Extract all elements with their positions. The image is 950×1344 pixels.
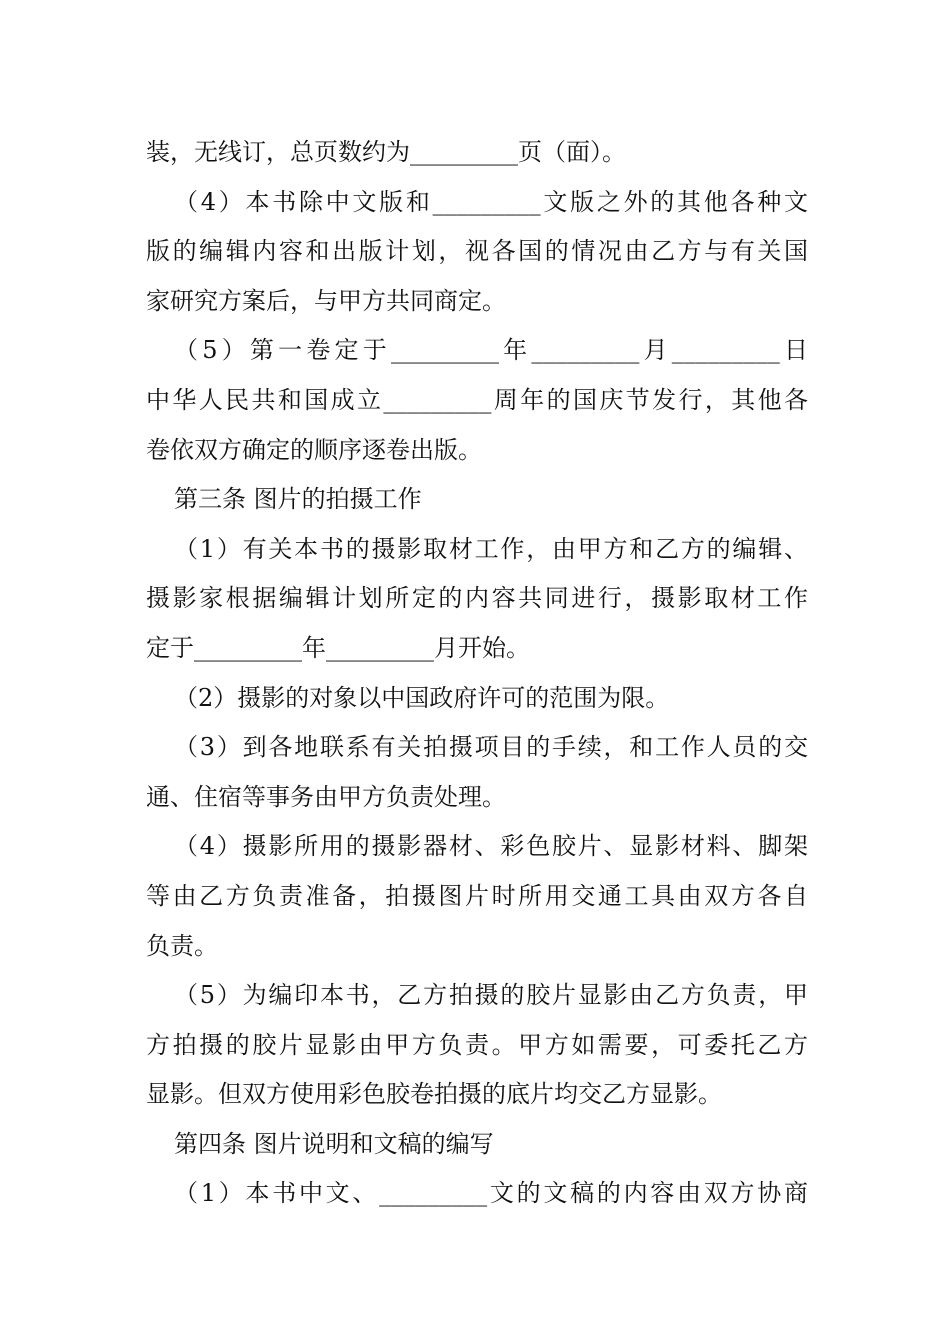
text-line: （5）为编印本书，乙方拍摄的胶片显影由乙方负责，甲 <box>174 981 808 1010</box>
text-line: 中华人民共和国成立_________周年的国庆节发行，其他各 <box>146 385 808 414</box>
text-line: （1）本书中文、_________文的文稿的内容由双方协商 <box>174 1179 808 1208</box>
text-line: 家研究方案后，与甲方共同商定。 <box>146 286 506 315</box>
text-line: （2）摄影的对象以中国政府许可的范围为限。 <box>174 683 670 712</box>
text-line: （4）本书除中文版和_________文版之外的其他各种文 <box>174 187 808 216</box>
text-line: 方拍摄的胶片显影由甲方负责。甲方如需要，可委托乙方 <box>146 1030 808 1059</box>
text-line: （4）摄影所用的摄影器材、彩色胶片、显影材料、脚架 <box>174 832 808 861</box>
section-heading: 第四条 图片说明和文稿的编写 <box>174 1129 494 1158</box>
text-line: 版的编辑内容和出版计划，视各国的情况由乙方与有关国 <box>146 237 808 266</box>
text-line: 摄影家根据编辑计划所定的内容共同进行，摄影取材工作 <box>146 584 808 613</box>
text-line: 卷依双方确定的顺序逐卷出版。 <box>146 435 482 464</box>
text-line: 通、住宿等事务由甲方负责处理。 <box>146 782 506 811</box>
text-line: 等由乙方负责准备，拍摄图片时所用交通工具由双方各自 <box>146 881 808 910</box>
text-line: （1）有关本书的摄影取材工作，由甲方和乙方的编辑、 <box>174 534 808 563</box>
text-line: 装，无线订，总页数约为_________页（面）。 <box>146 138 626 166</box>
text-line: （3）到各地联系有关拍摄项目的手续，和工作人员的交 <box>174 733 808 762</box>
text-line: 定于_________年_________月开始。 <box>146 633 530 662</box>
section-heading: 第三条 图片的拍摄工作 <box>174 485 422 514</box>
text-line: （5）第一卷定于_________年_________月_________日 <box>174 336 808 365</box>
text-line: 显影。但双方使用彩色胶卷拍摄的底片均交乙方显影。 <box>146 1080 722 1109</box>
document-page <box>146 128 808 1219</box>
text-line: 负责。 <box>146 931 218 960</box>
